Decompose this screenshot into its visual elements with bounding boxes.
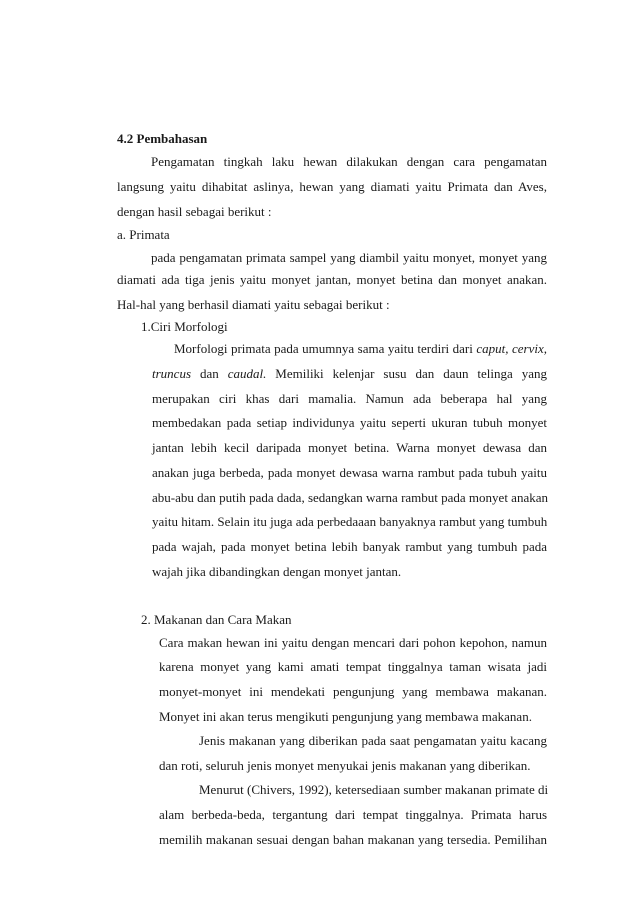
term-caudal: caudal.: [227, 366, 267, 381]
section-heading: 4.2 Pembahasan: [117, 131, 208, 146]
makanan-line-5: Jenis makanan yang diberikan pada saat pengamatan yaitu kacang: [199, 733, 547, 748]
ciri-line-1-text: Morfologi primata pada umumnya sama yaitu terdiri dari: [174, 341, 473, 356]
makanan-line-8: alam berbeda-beda, tergantung dari tempat tinggalnya. Primata harus: [159, 807, 547, 822]
intro-line-2: langsung yaitu dihabitat aslinya, hewan yang diamati yaitu Primata dan Aves,: [117, 179, 547, 194]
primata-line-1: pada pengamatan primata sampel yang diambil yaitu monyet, monyet yang: [151, 250, 547, 265]
primata-heading: a. Primata: [117, 227, 170, 242]
primata-line-2: diamati ada tiga jenis yaitu monyet jantan, monyet betina dan monyet anakan.: [117, 272, 547, 287]
makanan-heading: 2. Makanan dan Cara Makan: [141, 612, 292, 627]
ciri-line-2-text: Memiliki kelenjar susu dan daun telinga yang: [275, 366, 548, 381]
ciri-line-5: jantan lebih kecil daripada monyet betina. Warna monyet dewasa dan: [152, 440, 547, 455]
ciri-line-8: yaitu hitam. Selain itu juga ada perbedaaan banyaknya rambut yang tumbuh: [152, 514, 548, 529]
makanan-line-1: Cara makan hewan ini yaitu dengan mencari dari pohon kepohon, namun: [159, 635, 547, 650]
ciri-line-2: [152, 366, 547, 382]
ciri-line-2-conj: dan: [199, 366, 219, 381]
primata-line-3: Hal-hal yang berhasil diamati yaitu sebagai berikut :: [117, 297, 390, 312]
term-truncus: truncus: [152, 366, 191, 381]
intro-line-1: Pengamatan tingkah laku hewan dilakukan dengan cara pengamatan: [151, 154, 547, 169]
ciri-line-6: anakan juga berbeda, pada monyet dewasa warna rambut pada tubuh yaitu: [152, 465, 547, 480]
makanan-line-3: monyet-monyet ini mendekati pengunjung yang membawa makanan.: [159, 684, 547, 699]
makanan-line-9: memilih makanan sesuai dengan bahan makanan yang tersedia. Pemilihan: [159, 832, 547, 847]
ciri-heading: 1.Ciri Morfologi: [141, 319, 228, 334]
ciri-line-7: abu-abu dan putih pada dada, sedangkan warna rambut pada monyet anakan: [152, 490, 548, 505]
makanan-line-4: Monyet ini akan terus mengikuti pengunjung yang membawa makanan.: [159, 709, 532, 724]
ciri-line-3: merupakan ciri khas dari mamalia. Namun ada beberapa hal yang: [152, 391, 547, 406]
intro-line-3: dengan hasil sebagai berikut :: [117, 204, 272, 219]
ciri-line-1-terms: caput, cervix,: [476, 341, 547, 356]
ciri-line-9: pada wajah, pada monyet betina lebih banyak rambut yang tumbuh pada: [152, 539, 547, 554]
makanan-line-7: Menurut (Chivers, 1992), ketersediaan sumber makanan primate di: [199, 782, 549, 797]
makanan-line-6: dan roti, seluruh jenis monyet menyukai jenis makanan yang diberikan.: [159, 758, 531, 773]
ciri-line-4: membedakan pada setiap individunya yaitu seperti ukuran tubuh monyet: [152, 415, 547, 430]
ciri-line-10: wajah jika dibandingkan dengan monyet jantan.: [152, 564, 402, 579]
ciri-line-1: [174, 341, 547, 357]
makanan-line-2: karena monyet yang kami amati tempat tinggalnya taman wisata jadi: [159, 659, 547, 674]
